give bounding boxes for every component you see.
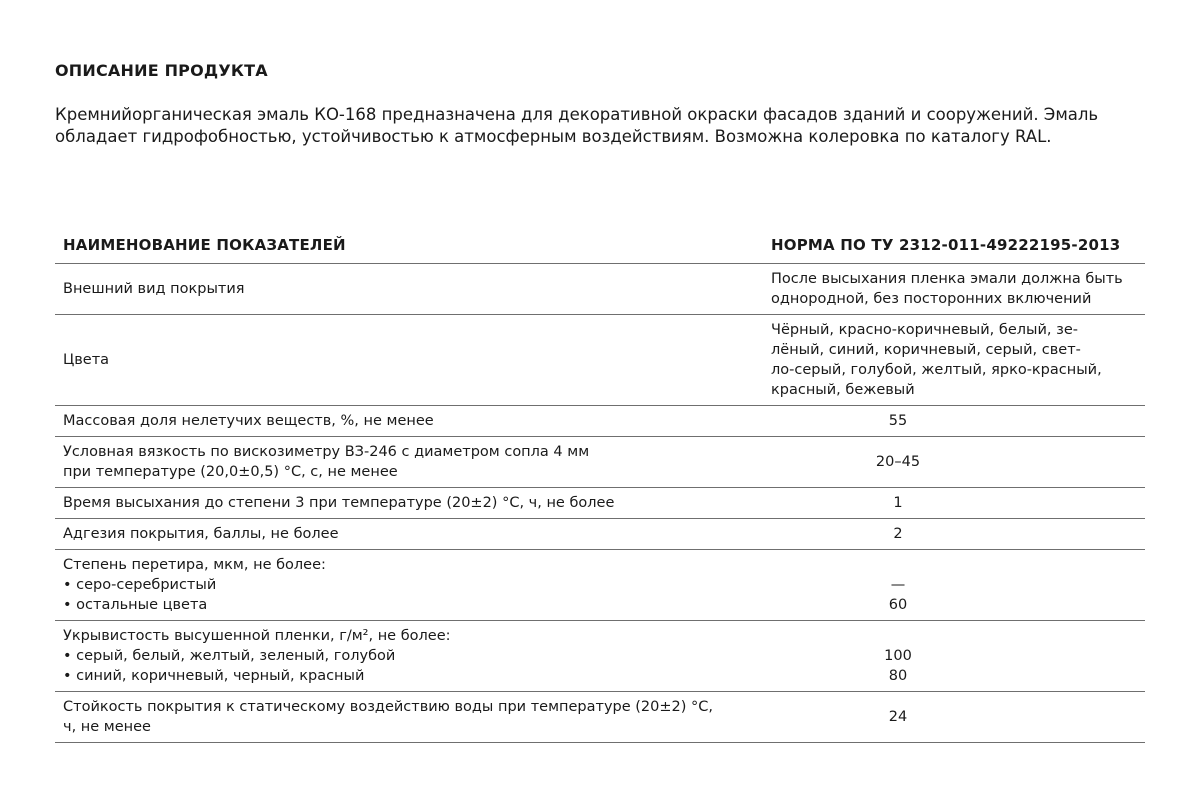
indicator-name-line: Стойкость покрытия к статическому воздействию воды при температуре (20±2) °С, [63, 699, 714, 715]
product-description: Кремнийорганическая эмаль КО-168 предназначена для декоративной окраски фасадов зданий и сооружений. Эмаль обладает гидрофобностью, устойчивостью к атмосферным воздействиям. Возможна колеровка по каталогу RAL. [55, 105, 1099, 146]
norm-value-line: 60 [888, 597, 908, 613]
norm-value [761, 488, 1145, 519]
table-row [55, 550, 1145, 621]
indicator-name-line: Степень перетира, мкм, не более: [63, 557, 326, 573]
indicator-name [55, 264, 761, 315]
norm-value-line: 20–45 [875, 454, 921, 470]
norm-value-line: Чёрный, красно-коричневый, белый, зе- [771, 322, 1078, 338]
norm-value-line: лёный, синий, коричневый, серый, свет- [771, 342, 1081, 358]
section-title: ОПИСАНИЕ ПРОДУКТА [55, 61, 268, 80]
table-row [55, 406, 1145, 437]
indicator-name-line: Укрывистость высушенной пленки, г/м², не более: [63, 628, 451, 644]
indicator-name-line: • серо-серебристый [63, 577, 217, 593]
norm-value-line: красный, бежевый [771, 382, 915, 398]
table-row [55, 621, 1145, 692]
norm-value-line: 80 [888, 668, 908, 684]
norm-value-line: 24 [888, 709, 908, 725]
indicator-name-line: • серый, белый, желтый, зеленый, голубой [63, 648, 396, 664]
table-row [55, 692, 1145, 743]
norm-value [761, 437, 1145, 488]
table-row [55, 519, 1145, 550]
table-body [55, 264, 1145, 743]
indicator-name-line: Цвета [63, 352, 110, 368]
norm-value-line: 100 [884, 648, 912, 664]
indicator-name-line: Условная вязкость по вискозиметру ВЗ-246 с диаметром сопла 4 мм [63, 444, 590, 460]
indicator-name [55, 621, 761, 692]
indicator-name-line: Адгезия покрытия, баллы, не более [63, 526, 339, 542]
norm-value-line: 55 [888, 413, 908, 429]
indicator-name [55, 437, 761, 488]
indicator-name [55, 315, 761, 406]
indicator-name [55, 550, 761, 621]
indicator-name-line: Массовая доля нелетучих веществ, %, не менее [63, 413, 434, 429]
norm-value-line: ло-серый, голубой, желтый, ярко-красный, [771, 362, 1102, 378]
indicator-name-line: при температуре (20,0±0,5) °С, с, не менее [63, 464, 398, 480]
indicator-name-line: Внешний вид покрытия [63, 281, 245, 297]
table-row [55, 437, 1145, 488]
indicator-name [55, 406, 761, 437]
column-header-norm: НОРМА ПО ТУ 2312-011-49222195-2013 [761, 232, 1145, 264]
specifications-table [55, 232, 1145, 743]
norm-value-line: После высыхания пленка эмали должна быть [771, 271, 1123, 287]
table-header-row [55, 232, 1145, 264]
indicator-name [55, 519, 761, 550]
norm-value [761, 519, 1145, 550]
norm-value [761, 692, 1145, 743]
indicator-name [55, 692, 761, 743]
indicator-name-line: ч, не менее [63, 719, 151, 735]
indicator-name-line: Время высыхания до степени 3 при температуре (20±2) °С, ч, не более [63, 495, 615, 511]
table-row [55, 264, 1145, 315]
norm-value [761, 264, 1145, 315]
norm-value [761, 315, 1145, 406]
indicator-name [55, 488, 761, 519]
norm-value-line: 2 [893, 526, 903, 542]
norm-value-line [771, 555, 1025, 575]
norm-value-line: однородной, без посторонних включений [771, 291, 1092, 307]
indicator-name-line: • синий, коричневый, черный, красный [63, 668, 365, 684]
table-row [55, 315, 1145, 406]
norm-value [761, 621, 1145, 692]
indicator-name-line: • остальные цвета [63, 597, 208, 613]
norm-value [761, 550, 1145, 621]
norm-value-line: 1 [893, 495, 903, 511]
column-header-name: НАИМЕНОВАНИЕ ПОКАЗАТЕЛЕЙ [55, 232, 761, 264]
norm-value-line: — [890, 577, 906, 593]
norm-value [761, 406, 1145, 437]
table-row [55, 488, 1145, 519]
norm-value-line [771, 626, 1025, 646]
